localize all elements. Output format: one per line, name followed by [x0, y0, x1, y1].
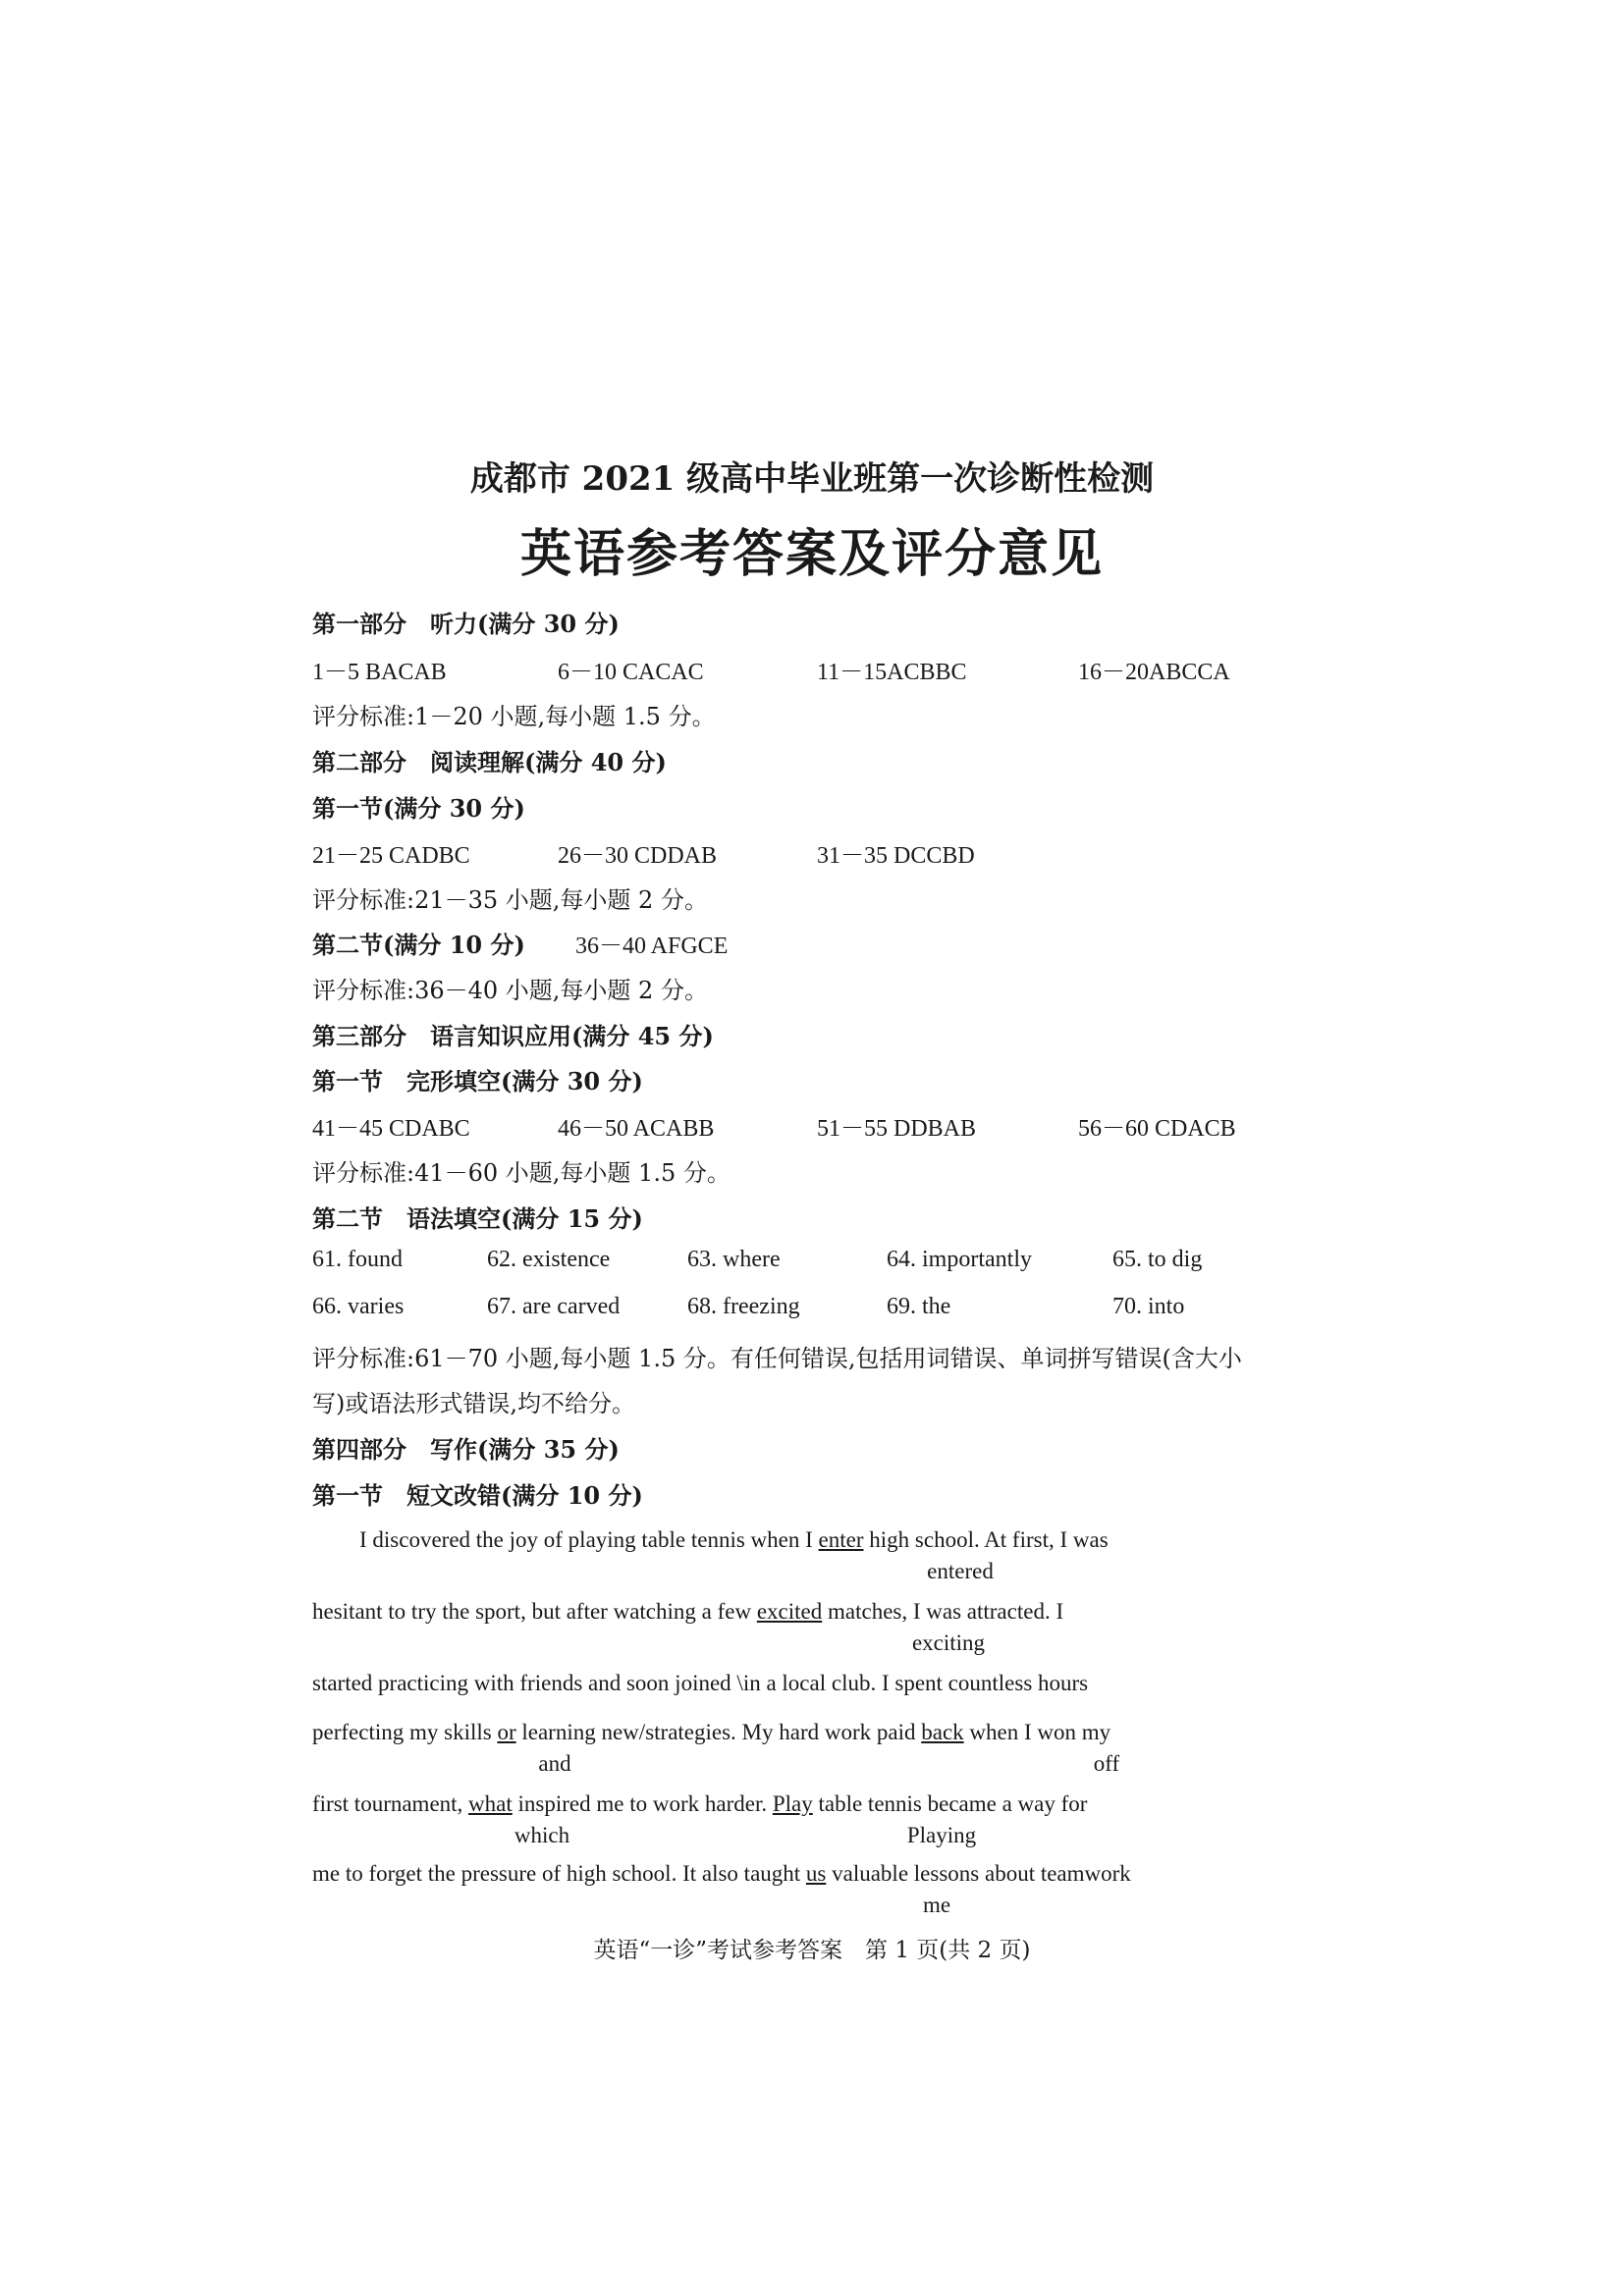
- grammar-answer: 67. are carved: [487, 1294, 621, 1319]
- part2-section1-heading: 第一节(满分 30 分): [312, 794, 525, 823]
- error-word: us: [805, 1861, 827, 1886]
- insertion-mark: \: [736, 1671, 743, 1695]
- page-footer: 英语“一诊”考试参考答案 第 1 页(共 2 页): [593, 1938, 1031, 1963]
- scoring-note: 评分标准:41－60 小题,每小题 1.5 分。: [312, 1159, 731, 1187]
- answer-group: 26－30 CDDAB: [558, 843, 718, 869]
- grammar-answer: 61. found: [312, 1247, 403, 1272]
- answer-group: 46－50 ACABB: [558, 1116, 715, 1142]
- error-word: what: [468, 1791, 513, 1816]
- part3-section1-heading: 第一节 完形填空(满分 30 分): [312, 1067, 643, 1095]
- exam-title: 成都市 2021 级高中毕业班第一次诊断性检测: [469, 459, 1155, 499]
- correction-word: which: [514, 1823, 570, 1847]
- part3-section2-heading: 第二节 语法填空(满分 15 分): [312, 1204, 643, 1233]
- scoring-note: 评分标准:61－70 小题,每小题 1.5 分。有任何错误,包括用词错误、单词拼写错误(含大小: [312, 1345, 1242, 1372]
- error-word: excited: [756, 1599, 823, 1624]
- grammar-answer: 64. importantly: [887, 1247, 1032, 1272]
- correction-word: and: [538, 1751, 571, 1776]
- correction-passage-line: me to forget the pressure of high school. It also taught us valuable lessons about teamwork: [312, 1861, 1131, 1886]
- scoring-note: 评分标准:1－20 小题,每小题 1.5 分。: [312, 703, 716, 730]
- part4-heading: 第四部分 写作(满分 35 分): [312, 1435, 620, 1464]
- correction-passage-line: I discovered the joy of playing table tennis when I enter high school. At first, I was: [359, 1527, 1109, 1552]
- inserted-word: in: [742, 1671, 761, 1695]
- correction-passage-line: hesitant to try the sport, but after watching a few excited matches, I was attracted. I: [312, 1599, 1064, 1624]
- answer-group: 56－60 CDACB: [1078, 1116, 1236, 1142]
- error-word: back: [921, 1720, 964, 1744]
- part4-section1-heading: 第一节 短文改错(满分 10 分): [312, 1481, 643, 1510]
- scoring-note: 评分标准:36－40 小题,每小题 2 分。: [312, 977, 708, 1004]
- grammar-answer: 63. where: [687, 1247, 781, 1272]
- answer-group: 51－55 DDBAB: [817, 1116, 977, 1142]
- correction-word: off: [1093, 1751, 1120, 1776]
- answer-group: 36－40 AFGCE: [575, 934, 729, 959]
- correction-passage-line: first tournament, what inspired me to work harder. Play table tennis became a way for: [312, 1791, 1088, 1816]
- part2-heading: 第二部分 阅读理解(满分 40 分): [312, 748, 667, 776]
- grammar-answer: 69. the: [887, 1294, 951, 1319]
- scoring-note: 评分标准:21－35 小题,每小题 2 分。: [312, 886, 708, 914]
- answer-group: 31－35 DCCBD: [817, 843, 975, 869]
- grammar-answer: 66. varies: [312, 1294, 405, 1319]
- answer-group: 16－20ABCCA: [1078, 660, 1230, 685]
- part1-heading: 第一部分 听力(满分 30 分): [312, 610, 620, 638]
- deletion-mark: /: [638, 1720, 646, 1744]
- correction-word: entered: [927, 1559, 994, 1583]
- answer-group: 6－10 CACAC: [558, 660, 704, 685]
- correction-word: me: [922, 1893, 951, 1917]
- correction-passage-line: perfecting my skills or learning new/strategies. My hard work paid back when I won my: [312, 1720, 1111, 1744]
- correction-word: Playing: [906, 1823, 977, 1847]
- correction-word: exciting: [911, 1630, 986, 1655]
- answer-group: 41－45 CDABC: [312, 1116, 470, 1142]
- scoring-note: 写)或语法形式错误,均不给分。: [312, 1390, 635, 1417]
- error-word: enter: [818, 1527, 864, 1552]
- part2-section2-heading: 第二节(满分 10 分): [312, 931, 525, 959]
- grammar-answer: 70. into: [1112, 1294, 1185, 1319]
- grammar-answer: 68. freezing: [687, 1294, 800, 1319]
- part3-heading: 第三部分 语言知识应用(满分 45 分): [312, 1022, 714, 1050]
- document-title: 英语参考答案及评分意见: [519, 524, 1104, 584]
- answer-group: 21－25 CADBC: [312, 843, 470, 869]
- answer-group: 11－15ACBBC: [817, 660, 967, 685]
- error-word: Play: [772, 1791, 813, 1816]
- error-word: or: [497, 1720, 516, 1744]
- grammar-answer: 65. to dig: [1112, 1247, 1203, 1272]
- grammar-answer: 62. existence: [487, 1247, 611, 1272]
- answer-group: 1－5 BACAB: [312, 660, 447, 685]
- correction-passage-line: started practicing with friends and soon joined \in a local club. I spent countless hours: [312, 1671, 1089, 1695]
